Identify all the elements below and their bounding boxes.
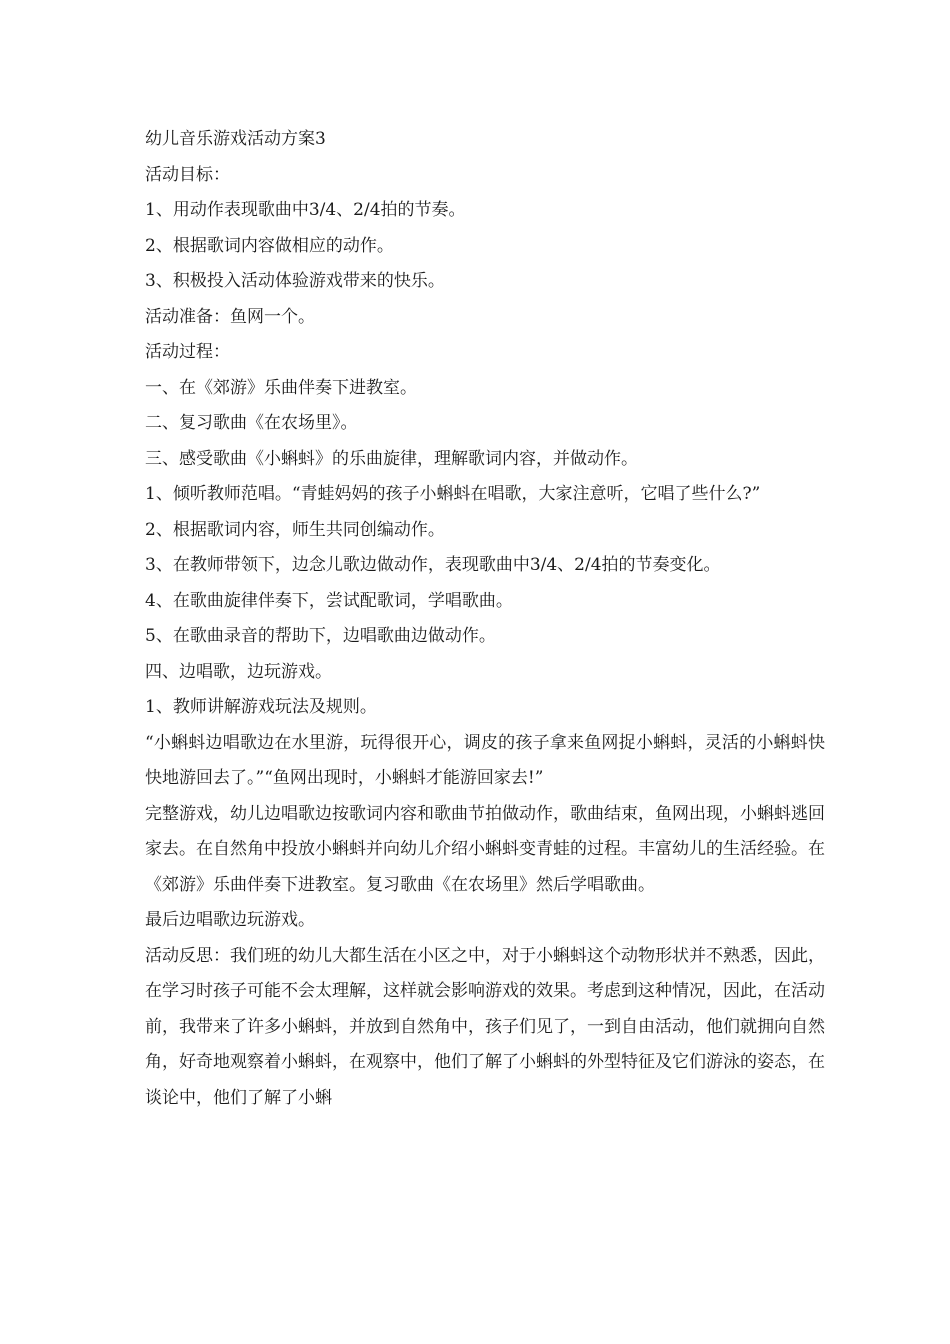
game-lyrics-paragraph: “小蝌蚪边唱歌边在水里游，玩得很开心，调皮的孩子拿来鱼网捉小蝌蚪，灵活的小蝌蚪快快地游回去了。”“鱼网出现时，小蝌蚪才能游回家去!” bbox=[145, 732, 825, 788]
document-title: 幼儿音乐游戏活动方案3 bbox=[145, 129, 326, 149]
reflection-paragraph: 活动反思：我们班的幼儿大都生活在小区之中，对于小蝌蚪这个动物形状并不熟悉，因此，在学习时孩子可能不会太理解，这样就会影响游戏的效果。考虑到这种情况，因此，在活动前，我带来了许多小蝌蚪，并放到自然角中，孩子们见了，一到自由活动，他们就拥向自然角，好奇地观察着小蝌蚪，在观察中，他们了解了小蝌蚪的外型特征及它们游泳的姿态，在谈论中，他们了解了小蝌 bbox=[145, 945, 825, 1108]
goal-item: 2、根据歌词内容做相应的动作。 bbox=[145, 235, 394, 256]
body-paragraph: 最后边唱歌边玩游戏。 bbox=[145, 910, 315, 930]
process-step: 四、边唱歌，边玩游戏。 bbox=[145, 661, 332, 682]
section-heading-process: 活动过程： bbox=[145, 342, 230, 362]
process-substep: 3、在教师带领下，边念儿歌边做动作，表现歌曲中3/4、2/4拍的节奏变化。 bbox=[145, 555, 721, 575]
process-substep: 1、倾听教师范唱。“青蛙妈妈的孩子小蝌蚪在唱歌，大家注意听，它唱了些什么?” bbox=[145, 484, 761, 504]
process-step: 一、在《郊游》乐曲伴奏下进教室。 bbox=[145, 377, 417, 398]
section-heading-goals: 活动目标： bbox=[145, 164, 230, 185]
process-substep: 4、在歌曲旋律伴奏下，尝试配歌词，学唱歌曲。 bbox=[145, 590, 513, 611]
preparation-line: 活动准备：鱼网一个。 bbox=[145, 306, 315, 327]
process-substep: 1、教师讲解游戏玩法及规则。 bbox=[145, 697, 377, 717]
goal-item: 3、积极投入活动体验游戏带来的快乐。 bbox=[145, 271, 445, 291]
process-substep: 5、在歌曲录音的帮助下，边唱歌曲边做动作。 bbox=[145, 626, 496, 646]
process-step: 二、复习歌曲《在农场里》。 bbox=[145, 413, 358, 433]
process-substep: 2、根据歌词内容，师生共同创编动作。 bbox=[145, 519, 445, 540]
goal-item: 1、用动作表现歌曲中3/4、2/4拍的节奏。 bbox=[145, 200, 466, 220]
document-body bbox=[145, 122, 825, 1116]
process-step: 三、感受歌曲《小蝌蚪》的乐曲旋律，理解歌词内容，并做动作。 bbox=[145, 448, 638, 469]
body-paragraph: 完整游戏，幼儿边唱歌边按歌词内容和歌曲节拍做动作，歌曲结束，鱼网出现，小蝌蚪逃回家去。在自然角中投放小蝌蚪并向幼儿介绍小蝌蚪变青蛙的过程。丰富幼儿的生活经验。在《郊游》乐曲伴奏下进教室。复习歌曲《在农场里》然后学唱歌曲。 bbox=[145, 803, 825, 895]
